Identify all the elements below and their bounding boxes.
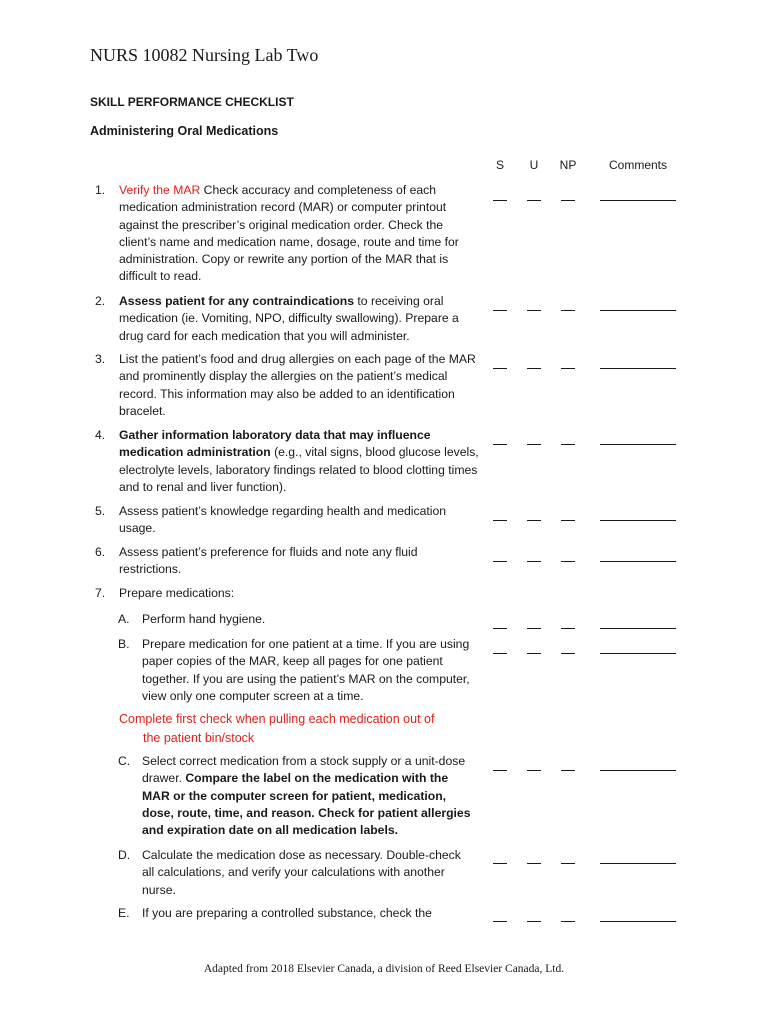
sub-item-text: Calculate the medication dose as necessary. Double-check all calculations, and verify your calculations with another nurse. xyxy=(142,848,461,897)
blank-s[interactable] xyxy=(493,190,507,201)
blank-np[interactable] xyxy=(561,190,575,201)
blank-s[interactable] xyxy=(493,760,507,771)
blank-np[interactable] xyxy=(561,358,575,369)
page-footer: Adapted from 2018 Elsevier Canada, a division of Reed Elsevier Canada, Ltd. xyxy=(203,963,565,975)
blank-s[interactable] xyxy=(493,510,507,521)
item-number: 6. xyxy=(95,545,106,559)
item-body: Check accuracy and completeness of each medication administration record (MAR) or computer printout against the prescriber’s original medication order. Check the client’s name and medication name, dosage, route and time for administration. Copy or rewrite any portion of the MAR that is difficult to read. xyxy=(119,183,459,284)
blank-np[interactable] xyxy=(561,434,575,445)
first-check-note xyxy=(119,710,479,747)
item-red-lead: Verify the MAR xyxy=(119,183,201,197)
blank-u[interactable] xyxy=(527,300,541,311)
score-marks-item-4 xyxy=(490,434,680,446)
score-marks-item-2 xyxy=(490,300,680,312)
blank-comments[interactable] xyxy=(600,300,676,311)
score-marks-item-3 xyxy=(490,358,680,370)
score-marks-item-6 xyxy=(490,551,680,563)
first-check-line-2: the patient bin/stock xyxy=(143,730,255,745)
blank-comments[interactable] xyxy=(600,551,676,562)
blank-comments[interactable] xyxy=(600,853,676,864)
blank-np[interactable] xyxy=(561,510,575,521)
blank-np[interactable] xyxy=(561,300,575,311)
blank-u[interactable] xyxy=(527,911,541,922)
item-body: (e.g., vital signs, blood glucose levels, electrolyte levels, laboratory findings related to blood clotting times and to renal and liver function). xyxy=(119,445,479,494)
column-header-s: S xyxy=(495,158,504,172)
item-number: 5. xyxy=(95,504,106,518)
item-body: to receiving oral medication (ie. Vomiting, NPO, difficulty swallowing). Prepare a drug card for each medication that you will administer. xyxy=(119,294,459,343)
blank-u[interactable] xyxy=(527,434,541,445)
score-marks-item-1 xyxy=(490,190,680,202)
blank-s[interactable] xyxy=(493,300,507,311)
blank-np[interactable] xyxy=(561,853,575,864)
sub-item-text xyxy=(142,753,476,839)
blank-comments[interactable] xyxy=(600,643,676,654)
column-header-u: U xyxy=(529,158,539,172)
item-text xyxy=(119,293,479,345)
sub-item-letter: C. xyxy=(118,754,131,768)
sub-item-letter: D. xyxy=(118,848,131,862)
sub-item-text: Prepare medication for one patient at a time. If you are using paper copies of the MAR, keep all pages for one patient together. If you are using the patient’s MAR on the computer, view only one computer screen at a time. xyxy=(142,637,470,703)
column-header-np: NP xyxy=(559,158,577,172)
item-number: 4. xyxy=(95,428,106,442)
first-check-line-1: Complete first check when pulling each medication out of xyxy=(119,712,435,726)
skill-title: Administering Oral Medications xyxy=(90,124,279,138)
document-subtitle: SKILL PERFORMANCE CHECKLIST xyxy=(90,95,294,109)
blank-comments[interactable] xyxy=(600,510,676,521)
blank-np[interactable] xyxy=(561,760,575,771)
item-bold-lead: Gather information laboratory data that may influence medication administration xyxy=(119,428,431,460)
sub-item-letter: B. xyxy=(118,637,130,651)
item-text xyxy=(119,182,479,286)
blank-s[interactable] xyxy=(493,618,507,629)
blank-u[interactable] xyxy=(527,643,541,654)
blank-np[interactable] xyxy=(561,618,575,629)
score-marks-sub-a xyxy=(490,618,680,630)
sub-item-body: Select correct medication from a stock supply or a unit-dose drawer. xyxy=(142,754,466,786)
item-text: Prepare medications: xyxy=(119,586,235,600)
item-number: 7. xyxy=(95,586,106,600)
score-marks-sub-c xyxy=(490,760,680,772)
column-header-comments: Comments xyxy=(608,158,667,172)
blank-comments[interactable] xyxy=(600,434,676,445)
item-text: Assess patient’s preference for fluids and note any fluid restrictions. xyxy=(119,545,418,577)
score-marks-sub-d xyxy=(490,853,680,865)
sub-item-bold-tail: Compare the label on the medication with the MAR or the computer screen for patient, medication, dose, route, time, and reason. Check for patient allergies and expiration date on all medication labels. xyxy=(142,771,471,838)
blank-np[interactable] xyxy=(561,643,575,654)
blank-s[interactable] xyxy=(493,853,507,864)
item-text: List the patient’s food and drug allergies on each page of the MAR and prominently display the allergies on the patient’s medical record. This information may also be added to an identification bracelet. xyxy=(119,352,476,418)
sub-item-text: If you are preparing a controlled substance, check the xyxy=(142,906,432,920)
blank-u[interactable] xyxy=(527,760,541,771)
blank-s[interactable] xyxy=(493,434,507,445)
blank-s[interactable] xyxy=(493,911,507,922)
blank-s[interactable] xyxy=(493,551,507,562)
score-marks-sub-e xyxy=(490,911,680,923)
course-title: NURS 10082 Nursing Lab Two xyxy=(90,45,319,65)
item-number: 3. xyxy=(95,352,106,366)
blank-u[interactable] xyxy=(527,551,541,562)
blank-u[interactable] xyxy=(527,618,541,629)
blank-np[interactable] xyxy=(561,551,575,562)
blank-comments[interactable] xyxy=(600,618,676,629)
blank-comments[interactable] xyxy=(600,358,676,369)
sub-item-letter: E. xyxy=(118,906,130,920)
blank-u[interactable] xyxy=(527,510,541,521)
score-marks-item-5 xyxy=(490,510,680,522)
blank-comments[interactable] xyxy=(600,190,676,201)
item-number: 1. xyxy=(95,183,106,197)
sub-item-letter: A. xyxy=(118,612,130,626)
item-text xyxy=(119,427,479,496)
item-text: Assess patient’s knowledge regarding health and medication usage. xyxy=(119,504,447,536)
blank-u[interactable] xyxy=(527,358,541,369)
blank-s[interactable] xyxy=(493,358,507,369)
score-marks-sub-b xyxy=(490,643,680,655)
item-bold-lead: Assess patient for any contraindications xyxy=(119,294,355,308)
blank-u[interactable] xyxy=(527,853,541,864)
blank-s[interactable] xyxy=(493,643,507,654)
blank-comments[interactable] xyxy=(600,760,676,771)
blank-u[interactable] xyxy=(527,190,541,201)
blank-np[interactable] xyxy=(561,911,575,922)
item-number: 2. xyxy=(95,294,106,308)
blank-comments[interactable] xyxy=(600,911,676,922)
sub-item-text: Perform hand hygiene. xyxy=(142,612,266,626)
